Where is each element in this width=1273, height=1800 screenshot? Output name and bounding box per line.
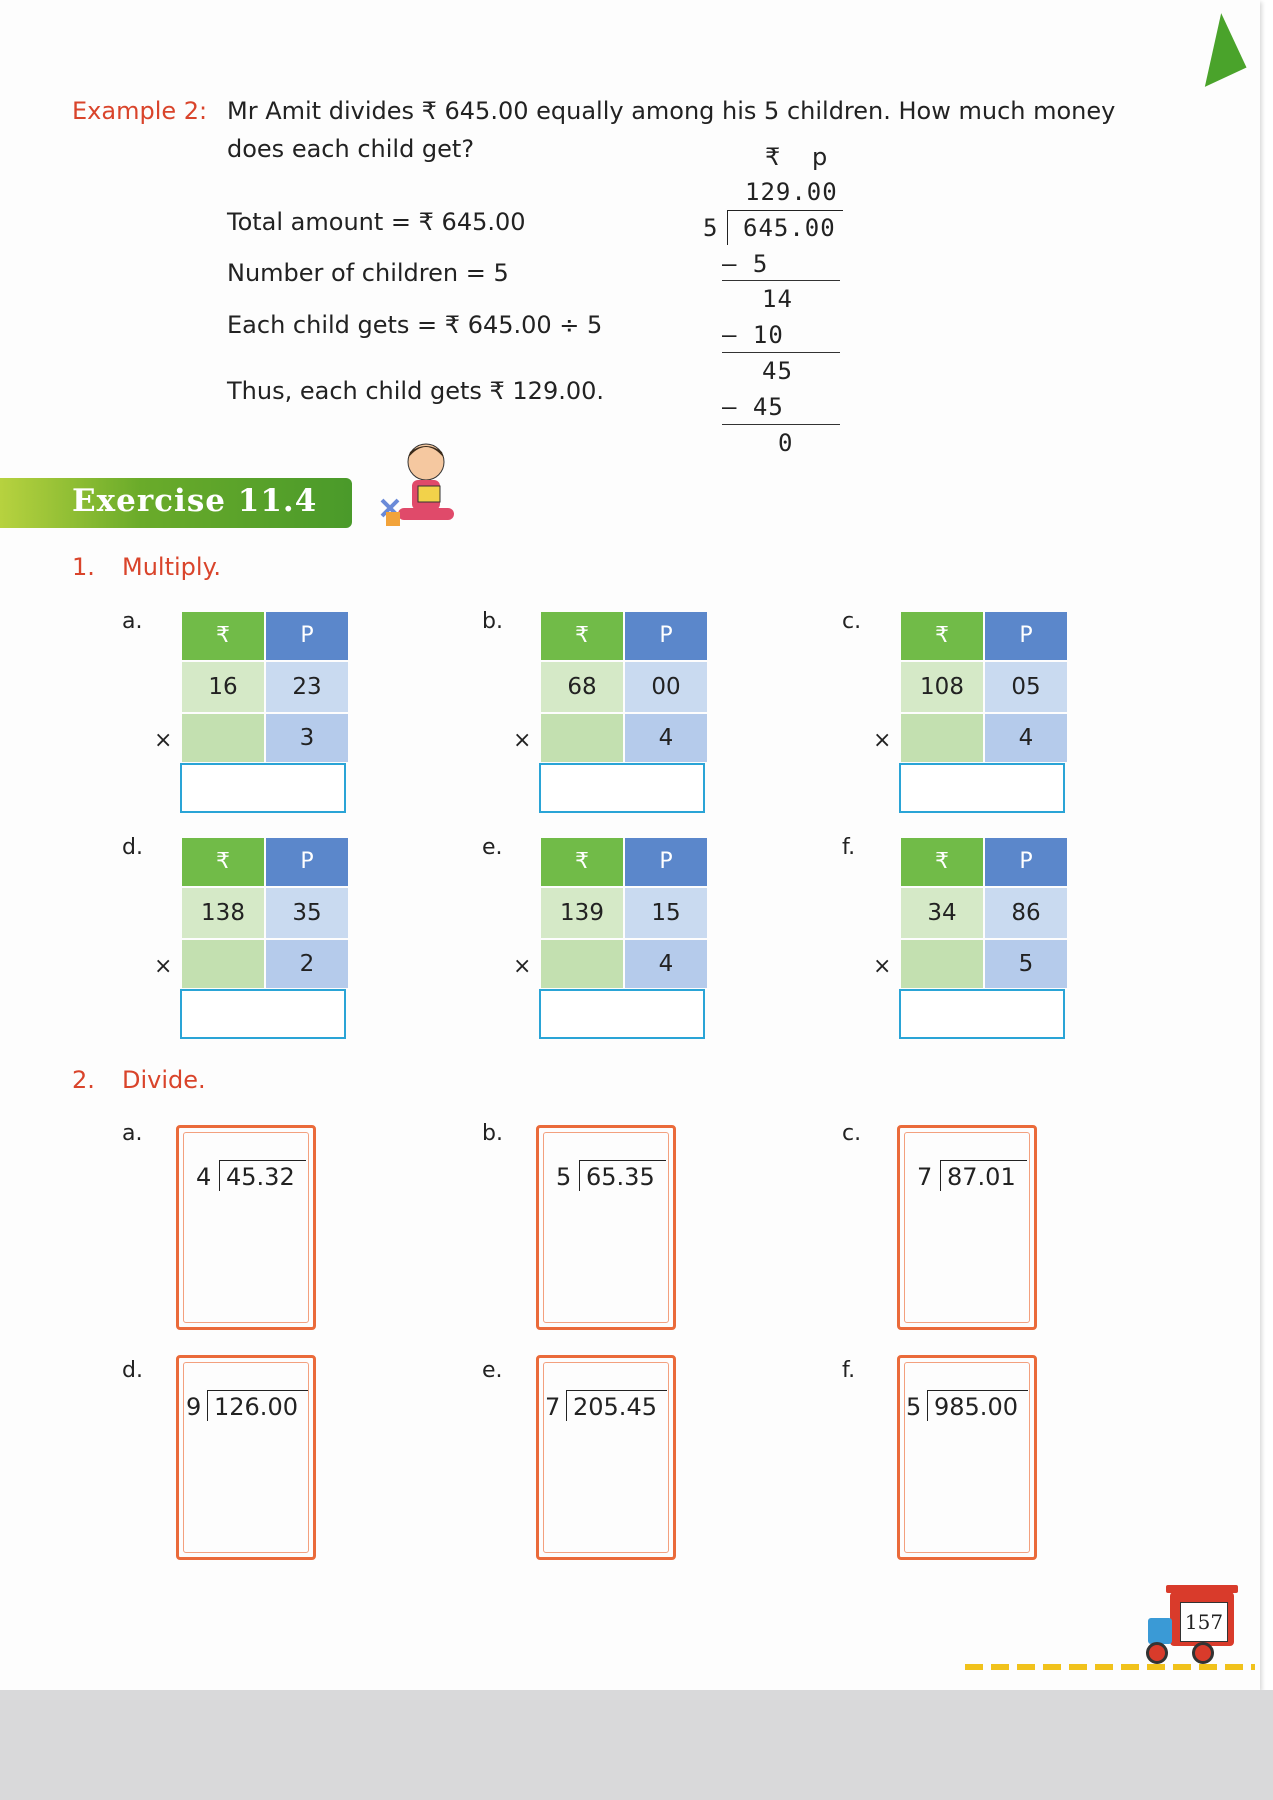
paise-value: 23 [266,662,348,712]
answer-box[interactable] [899,989,1065,1039]
example-total-amount: Total amount = ₹ 645.00 [227,208,526,236]
divisor: 9 [186,1393,202,1421]
multiplier-rupee-cell [182,940,264,988]
rupee-header: ₹ [901,838,983,886]
answer-box[interactable] [539,763,705,813]
divisor: 5 [556,1163,572,1191]
problem-label: a. [122,1121,143,1146]
q2-number: 2. [72,1066,95,1094]
dividend: 65.35 [586,1163,655,1191]
problem-label: f. [842,835,856,860]
multiplier-value: 4 [985,714,1067,762]
times-sign: × [873,728,892,753]
rupees-value: 108 [901,662,983,712]
answer-box[interactable] [539,989,705,1039]
multiplier-value: 2 [266,940,348,988]
dividend: 45.32 [226,1163,295,1191]
answer-box[interactable] [897,1125,1037,1330]
rupee-header: ₹ [901,612,983,660]
answer-box[interactable] [897,1355,1037,1560]
division-step5: – 45 [722,393,784,421]
dividend: 205.45 [573,1393,657,1421]
times-sign: × [513,728,532,753]
divisor: 5 [906,1393,922,1421]
paise-header: P [985,612,1067,660]
problem-label: e. [482,1358,503,1383]
scan-margin [0,1690,1273,1800]
q1-title: Multiply. [122,553,221,581]
paise-value: 86 [985,888,1067,938]
division-rupee-header: ₹ [765,143,781,171]
problem-label: d. [122,835,143,860]
paise-header: P [266,612,348,660]
times-sign: × [154,728,173,753]
dividend: 126.00 [214,1393,298,1421]
paise-header: P [625,838,707,886]
divisor: 4 [196,1163,212,1191]
multiplier-rupee-cell [541,714,623,762]
page-number: 157 [1180,1602,1228,1642]
rupees-value: 68 [541,662,623,712]
multiplier-value: 5 [985,940,1067,988]
example-each-gets: Each child gets = ₹ 645.00 ÷ 5 [227,311,603,339]
problem-label: f. [842,1358,856,1383]
answer-box[interactable] [536,1355,676,1560]
answer-box[interactable] [176,1125,316,1330]
times-sign: × [873,954,892,979]
rupee-header: ₹ [541,838,623,886]
divisor: 7 [917,1163,933,1191]
division-step2: 14 [762,285,793,313]
example-conclusion: Thus, each child gets ₹ 129.00. [227,377,605,405]
multiplier-rupee-cell [901,714,983,762]
answer-box[interactable] [176,1355,316,1560]
division-dividend: 645.00 [743,214,836,242]
exercise-title: Exercise 11.4 [72,483,318,519]
q2-title: Divide. [122,1066,206,1094]
multiplier-rupee-cell [541,940,623,988]
division-quotient: 129.00 [745,178,838,206]
answer-box[interactable] [180,989,346,1039]
multiplier-value: 4 [625,940,707,988]
division-step4: 45 [762,357,793,385]
problem-label: c. [842,1121,862,1146]
example-label: Example 2: [72,97,208,125]
example-question-line1: Mr Amit divides ₹ 645.00 equally among his 5 children. How much money [227,97,1116,125]
paise-value: 15 [625,888,707,938]
problem-label: e. [482,835,503,860]
rupee-header: ₹ [182,612,264,660]
multiplier-rupee-cell [182,714,264,762]
girl-reading-illustration-icon [378,440,468,532]
problem-label: a. [122,609,143,634]
paise-header: P [625,612,707,660]
divisor: 7 [545,1393,561,1421]
dividend: 87.01 [947,1163,1016,1191]
answer-box[interactable] [180,763,346,813]
example-question-line2: does each child get? [227,135,475,163]
division-divisor: 5 [703,214,719,242]
rupees-value: 16 [182,662,264,712]
paise-value: 05 [985,662,1067,712]
division-paise-header: p [812,143,828,171]
rail-track [965,1664,1255,1670]
green-flag-icon [1179,13,1246,87]
rupee-header: ₹ [541,612,623,660]
paise-header: P [266,838,348,886]
q1-number: 1. [72,553,95,581]
problem-label: d. [122,1358,143,1383]
paise-value: 00 [625,662,707,712]
division-step1: – 5 [722,250,769,278]
times-sign: × [513,954,532,979]
problem-label: b. [482,1121,503,1146]
answer-box[interactable] [536,1125,676,1330]
rupee-header: ₹ [182,838,264,886]
division-remainder: 0 [778,429,794,457]
times-sign: × [154,954,173,979]
example-number-of-children: Number of children = 5 [227,259,509,287]
answer-box[interactable] [899,763,1065,813]
paise-header: P [985,838,1067,886]
problem-label: b. [482,609,503,634]
multiplier-rupee-cell [901,940,983,988]
problem-label: c. [842,609,862,634]
rupees-value: 34 [901,888,983,938]
paise-value: 35 [266,888,348,938]
multiplier-value: 4 [625,714,707,762]
division-step3: – 10 [722,321,784,349]
rupees-value: 139 [541,888,623,938]
rupees-value: 138 [182,888,264,938]
multiplier-value: 3 [266,714,348,762]
dividend: 985.00 [934,1393,1018,1421]
